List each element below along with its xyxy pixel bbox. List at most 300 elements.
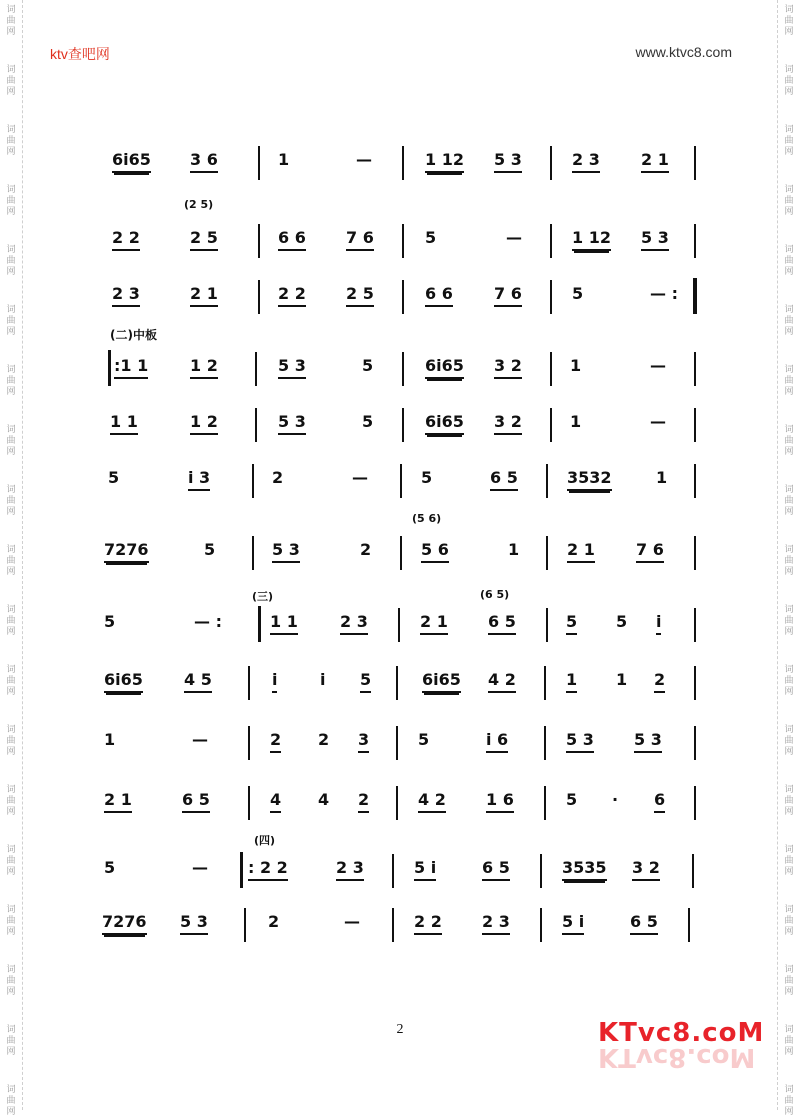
watermark-glyph: 网 bbox=[6, 1046, 16, 1056]
barline bbox=[694, 408, 696, 442]
note-group: 5 3 bbox=[278, 356, 306, 379]
watermark-glyph: 词 bbox=[784, 244, 794, 254]
score-row bbox=[0, 912, 800, 952]
watermark-glyph: 曲 bbox=[784, 315, 794, 325]
note-group: — bbox=[192, 858, 208, 877]
barline bbox=[694, 726, 696, 760]
score-row bbox=[0, 612, 800, 652]
watermark-glyph: 网 bbox=[784, 506, 794, 516]
watermark-glyph: 词 bbox=[784, 124, 794, 134]
score-row bbox=[0, 412, 800, 452]
watermark-glyph: 词 bbox=[6, 1024, 16, 1034]
watermark-glyph: 网 bbox=[6, 626, 16, 636]
note-group: 5 3 bbox=[272, 540, 300, 563]
watermark-glyph: 词 bbox=[784, 544, 794, 554]
watermark-glyph: 词 bbox=[6, 184, 16, 194]
barline bbox=[544, 666, 546, 700]
watermark-glyph: 词 bbox=[784, 664, 794, 674]
barline bbox=[402, 408, 404, 442]
note-group: 5 i bbox=[414, 858, 436, 881]
annotation: (6 5) bbox=[480, 588, 510, 601]
note-group: 2 bbox=[272, 468, 284, 487]
site-name[interactable]: ktv查吧网 bbox=[50, 46, 110, 62]
watermark-glyph: 词 bbox=[784, 364, 794, 374]
note-group: 3 2 bbox=[494, 356, 522, 379]
barline bbox=[248, 726, 250, 760]
note-group: 2 3 bbox=[482, 912, 510, 935]
repeat-start-barline bbox=[258, 606, 261, 642]
watermark-glyph: 网 bbox=[6, 266, 16, 276]
watermark-glyph: 词 bbox=[6, 304, 16, 314]
repeat-start-barline bbox=[240, 852, 243, 888]
note-group: 1 bbox=[616, 670, 628, 689]
note-group: 6 6 bbox=[278, 228, 306, 251]
score-row bbox=[0, 284, 800, 324]
barline bbox=[550, 280, 552, 314]
watermark-glyph: 网 bbox=[784, 86, 794, 96]
barline bbox=[550, 408, 552, 442]
watermark-glyph: 曲 bbox=[784, 495, 794, 505]
barline bbox=[694, 536, 696, 570]
watermark-glyph: 网 bbox=[784, 1046, 794, 1056]
note-group: 5 bbox=[425, 228, 437, 247]
barline bbox=[550, 146, 552, 180]
logo-reflection: KTvc8.coM bbox=[598, 1042, 756, 1072]
note-group: 3 bbox=[358, 730, 369, 753]
barline bbox=[252, 536, 254, 570]
note-group: 5 6 bbox=[421, 540, 449, 563]
note-group: 1 bbox=[104, 730, 116, 749]
note-group: · bbox=[612, 790, 619, 809]
barline bbox=[255, 408, 257, 442]
note-group: 5 bbox=[572, 284, 584, 303]
note-group: 1 bbox=[278, 150, 290, 169]
barline bbox=[694, 786, 696, 820]
note-group: — bbox=[192, 730, 208, 749]
annotation: (2 5) bbox=[184, 198, 214, 211]
watermark-glyph: 词 bbox=[6, 424, 16, 434]
section-label: (三) bbox=[252, 590, 274, 603]
watermark-glyph: 词 bbox=[784, 424, 794, 434]
note-group: 3 6 bbox=[190, 150, 218, 173]
watermark-glyph: 曲 bbox=[784, 375, 794, 385]
note-group: 1 1 bbox=[270, 612, 298, 635]
barline bbox=[540, 854, 542, 888]
watermark-glyph: 曲 bbox=[784, 735, 794, 745]
note-group: 3 2 bbox=[632, 858, 660, 881]
watermark-glyph: 词 bbox=[784, 484, 794, 494]
watermark-glyph: 曲 bbox=[6, 255, 16, 265]
watermark-glyph: 曲 bbox=[784, 195, 794, 205]
note-group: — bbox=[356, 150, 372, 169]
watermark-glyph: 曲 bbox=[6, 915, 16, 925]
annotation: (5 6) bbox=[412, 512, 442, 525]
watermark-glyph: 网 bbox=[6, 566, 16, 576]
barline bbox=[255, 352, 257, 386]
note-group: 6i65 bbox=[425, 356, 464, 379]
note-group: 5 bbox=[104, 858, 116, 877]
score-row bbox=[0, 790, 800, 830]
barline bbox=[544, 726, 546, 760]
watermark-glyph: 网 bbox=[784, 746, 794, 756]
note-group: 1 1 bbox=[110, 412, 138, 435]
watermark-glyph: 词 bbox=[784, 64, 794, 74]
watermark-glyph: 曲 bbox=[784, 15, 794, 25]
barline bbox=[396, 726, 398, 760]
watermark-glyph: 网 bbox=[6, 926, 16, 936]
watermark-glyph: 曲 bbox=[6, 435, 16, 445]
note-group: 2 1 bbox=[420, 612, 448, 635]
note-group: 2 bbox=[268, 912, 280, 931]
barline bbox=[540, 908, 542, 942]
note-group: i bbox=[272, 670, 277, 693]
watermark-glyph: 曲 bbox=[6, 975, 16, 985]
note-group: 6 6 bbox=[425, 284, 453, 307]
site-url[interactable]: www.ktvc8.com bbox=[635, 44, 732, 60]
note-group: — bbox=[506, 228, 522, 247]
note-group: 1 12 bbox=[572, 228, 611, 251]
barline bbox=[252, 464, 254, 498]
barline bbox=[402, 352, 404, 386]
page-number: 2 bbox=[396, 1022, 404, 1037]
barline bbox=[258, 146, 260, 180]
note-group: 5 bbox=[360, 670, 371, 693]
note-group: 2 2 bbox=[112, 228, 140, 251]
watermark-glyph: 网 bbox=[784, 386, 794, 396]
score-row bbox=[0, 540, 800, 580]
note-group: 2 bbox=[654, 670, 665, 693]
note-group: 2 5 bbox=[190, 228, 218, 251]
note-group: 5 3 bbox=[641, 228, 669, 251]
note-group: 7276 bbox=[104, 540, 149, 563]
watermark-glyph: 网 bbox=[784, 446, 794, 456]
watermark-glyph: 网 bbox=[6, 326, 16, 336]
watermark-glyph: 网 bbox=[6, 866, 16, 876]
barline bbox=[694, 224, 696, 258]
note-group: 2 3 bbox=[336, 858, 364, 881]
note-group: — bbox=[344, 912, 360, 931]
watermark-glyph: 曲 bbox=[784, 555, 794, 565]
watermark-glyph: 词 bbox=[784, 904, 794, 914]
watermark-glyph: 曲 bbox=[784, 255, 794, 265]
watermark-glyph: 曲 bbox=[6, 855, 16, 865]
watermark-glyph: 曲 bbox=[784, 675, 794, 685]
watermark-glyph: 曲 bbox=[6, 735, 16, 745]
note-group: 6 5 bbox=[488, 612, 516, 635]
barline bbox=[694, 666, 696, 700]
watermark-glyph: 网 bbox=[784, 146, 794, 156]
watermark-glyph: 曲 bbox=[784, 915, 794, 925]
watermark-glyph: 曲 bbox=[6, 1095, 16, 1105]
barline bbox=[546, 608, 548, 642]
section-label: (四) bbox=[254, 834, 276, 847]
note-group: 3535 bbox=[562, 858, 607, 881]
watermark-glyph: 网 bbox=[6, 146, 16, 156]
watermark-glyph: 网 bbox=[784, 566, 794, 576]
note-group: — : bbox=[194, 612, 222, 631]
watermark-glyph: 词 bbox=[6, 124, 16, 134]
note-group: 7276 bbox=[102, 912, 147, 935]
barline bbox=[402, 280, 404, 314]
watermark-glyph: 网 bbox=[784, 1106, 794, 1116]
barline bbox=[688, 908, 690, 942]
barline bbox=[694, 146, 696, 180]
watermark-glyph: 曲 bbox=[784, 435, 794, 445]
barline bbox=[258, 224, 260, 258]
note-group: 2 bbox=[360, 540, 372, 559]
watermark-glyph: 曲 bbox=[6, 135, 16, 145]
note-group: : 2 2 bbox=[248, 858, 288, 881]
note-group: 1 2 bbox=[190, 356, 218, 379]
score-row bbox=[0, 670, 800, 710]
note-group: 2 3 bbox=[572, 150, 600, 173]
note-group: 5 bbox=[104, 612, 116, 631]
watermark-glyph: 网 bbox=[784, 866, 794, 876]
watermark-glyph: 曲 bbox=[6, 555, 16, 565]
note-group: 4 2 bbox=[418, 790, 446, 813]
note-group: 6i65 bbox=[422, 670, 461, 693]
barline bbox=[400, 464, 402, 498]
watermark-glyph: 曲 bbox=[6, 315, 16, 325]
watermark-glyph: 网 bbox=[784, 926, 794, 936]
note-group: 5 bbox=[362, 356, 374, 375]
note-group: 2 2 bbox=[414, 912, 442, 935]
score-row bbox=[0, 468, 800, 508]
note-group: 6 5 bbox=[482, 858, 510, 881]
watermark-glyph: 曲 bbox=[6, 675, 16, 685]
barline bbox=[550, 352, 552, 386]
note-group: 6 5 bbox=[182, 790, 210, 813]
watermark-glyph: 网 bbox=[784, 806, 794, 816]
watermark-glyph: 词 bbox=[6, 904, 16, 914]
barline bbox=[248, 786, 250, 820]
score-row bbox=[0, 858, 800, 898]
barline bbox=[396, 786, 398, 820]
note-group: 2 bbox=[318, 730, 330, 749]
note-group: 5 3 bbox=[634, 730, 662, 753]
note-group: 2 1 bbox=[641, 150, 669, 173]
watermark-glyph: 词 bbox=[784, 784, 794, 794]
watermark-glyph: 网 bbox=[784, 266, 794, 276]
note-group: — bbox=[650, 412, 666, 431]
watermark-glyph: 曲 bbox=[784, 135, 794, 145]
watermark-glyph: 曲 bbox=[6, 15, 16, 25]
watermark-glyph: 词 bbox=[784, 304, 794, 314]
barline bbox=[402, 224, 404, 258]
watermark-glyph: 曲 bbox=[784, 75, 794, 85]
watermark-glyph: 曲 bbox=[6, 615, 16, 625]
watermark-glyph: 词 bbox=[784, 1084, 794, 1094]
note-group: i 6 bbox=[486, 730, 508, 753]
watermark-glyph: 词 bbox=[784, 724, 794, 734]
note-group: 6i65 bbox=[104, 670, 143, 693]
note-group: 1 bbox=[508, 540, 520, 559]
barline bbox=[248, 666, 250, 700]
watermark-glyph: 曲 bbox=[6, 1035, 16, 1045]
watermark-glyph: 曲 bbox=[6, 195, 16, 205]
watermark-glyph: 词 bbox=[6, 244, 16, 254]
watermark-glyph: 曲 bbox=[784, 1035, 794, 1045]
watermark-glyph: 网 bbox=[784, 626, 794, 636]
watermark-glyph: 曲 bbox=[784, 855, 794, 865]
watermark-glyph: 词 bbox=[6, 544, 16, 554]
watermark-glyph: 网 bbox=[784, 26, 794, 36]
note-group: :1 1 bbox=[114, 356, 148, 379]
note-group: 1 bbox=[570, 356, 582, 375]
watermark-glyph: 网 bbox=[784, 206, 794, 216]
barline bbox=[694, 352, 696, 386]
watermark-glyph: 曲 bbox=[6, 795, 16, 805]
score-row bbox=[0, 356, 800, 396]
watermark-glyph: 词 bbox=[784, 184, 794, 194]
note-group: 5 3 bbox=[180, 912, 208, 935]
note-group: — : bbox=[650, 284, 678, 303]
score-row bbox=[0, 228, 800, 268]
repeat-start-barline bbox=[108, 350, 111, 386]
note-group: 7 6 bbox=[494, 284, 522, 307]
watermark-glyph: 曲 bbox=[6, 75, 16, 85]
watermark-glyph: 网 bbox=[784, 686, 794, 696]
note-group: 5 3 bbox=[566, 730, 594, 753]
watermark-glyph: 网 bbox=[6, 1106, 16, 1116]
note-group: 1 bbox=[570, 412, 582, 431]
watermark-glyph: 词 bbox=[6, 964, 16, 974]
watermark-glyph: 曲 bbox=[784, 975, 794, 985]
watermark-glyph: 曲 bbox=[784, 615, 794, 625]
barline bbox=[402, 146, 404, 180]
barline bbox=[392, 854, 394, 888]
watermark-glyph: 网 bbox=[6, 86, 16, 96]
watermark-glyph: 词 bbox=[6, 724, 16, 734]
score-row bbox=[0, 730, 800, 770]
note-group: 2 bbox=[270, 730, 281, 753]
note-group: 2 bbox=[358, 790, 369, 813]
note-group: 2 1 bbox=[104, 790, 132, 813]
section-label: (二)中板 bbox=[110, 328, 157, 342]
barline bbox=[550, 224, 552, 258]
note-group: 7 6 bbox=[636, 540, 664, 563]
note-group: 1 12 bbox=[425, 150, 464, 173]
note-group: 4 bbox=[270, 790, 281, 813]
note-group: 4 bbox=[318, 790, 330, 809]
note-group: 2 1 bbox=[567, 540, 595, 563]
watermark-glyph: 词 bbox=[6, 484, 16, 494]
score-row bbox=[0, 150, 800, 190]
barline bbox=[396, 666, 398, 700]
barline bbox=[400, 536, 402, 570]
note-group: 5 3 bbox=[494, 150, 522, 173]
note-group: 5 bbox=[566, 612, 577, 635]
watermark-glyph: 词 bbox=[784, 604, 794, 614]
logo-text: KTvc8.coM bbox=[598, 1018, 765, 1048]
note-group: 5 bbox=[616, 612, 628, 631]
watermark-glyph: 网 bbox=[784, 986, 794, 996]
note-group: 5 3 bbox=[278, 412, 306, 435]
note-group: 2 3 bbox=[340, 612, 368, 635]
note-group: 6i65 bbox=[425, 412, 464, 435]
watermark-glyph: 词 bbox=[784, 844, 794, 854]
note-group: 3 2 bbox=[494, 412, 522, 435]
note-group: 1 bbox=[656, 468, 668, 487]
note-group: 1 bbox=[566, 670, 577, 693]
watermark-glyph: 网 bbox=[6, 746, 16, 756]
watermark-glyph: 曲 bbox=[6, 375, 16, 385]
note-group: 5 bbox=[204, 540, 216, 559]
barline bbox=[244, 908, 246, 942]
note-group: 4 2 bbox=[488, 670, 516, 693]
note-group: 5 i bbox=[562, 912, 584, 935]
watermark-glyph: 词 bbox=[784, 964, 794, 974]
watermark-glyph: 词 bbox=[6, 364, 16, 374]
repeat-end-barline bbox=[693, 278, 697, 314]
note-group: 5 bbox=[566, 790, 578, 809]
watermark-glyph: 词 bbox=[6, 4, 16, 14]
watermark-glyph: 词 bbox=[6, 604, 16, 614]
watermark-glyph: 词 bbox=[6, 64, 16, 74]
barline bbox=[392, 908, 394, 942]
watermark-glyph: 词 bbox=[6, 844, 16, 854]
barline bbox=[692, 854, 694, 888]
note-group: 6 5 bbox=[490, 468, 518, 491]
barline bbox=[546, 536, 548, 570]
note-group: 2 3 bbox=[112, 284, 140, 307]
watermark-glyph: 网 bbox=[6, 446, 16, 456]
note-group: 5 bbox=[421, 468, 433, 487]
watermark-glyph: 曲 bbox=[784, 795, 794, 805]
watermark-glyph: 网 bbox=[6, 686, 16, 696]
note-group: 2 2 bbox=[278, 284, 306, 307]
note-group: 6i65 bbox=[112, 150, 151, 173]
watermark-glyph: 网 bbox=[784, 326, 794, 336]
watermark-glyph: 词 bbox=[6, 784, 16, 794]
barline bbox=[544, 786, 546, 820]
watermark-glyph: 词 bbox=[784, 4, 794, 14]
note-group: 7 6 bbox=[346, 228, 374, 251]
note-group: 5 bbox=[108, 468, 120, 487]
note-group: 2 5 bbox=[346, 284, 374, 307]
watermark-glyph: 网 bbox=[6, 506, 16, 516]
note-group: — bbox=[352, 468, 368, 487]
site-logo[interactable] bbox=[598, 1018, 765, 1078]
barline bbox=[694, 608, 696, 642]
watermark-glyph: 曲 bbox=[6, 495, 16, 505]
watermark-glyph: 网 bbox=[6, 986, 16, 996]
watermark-glyph: 词 bbox=[784, 1024, 794, 1034]
watermark-glyph: 词 bbox=[6, 664, 16, 674]
watermark-glyph: 词 bbox=[6, 1084, 16, 1094]
barline bbox=[258, 280, 260, 314]
barline bbox=[398, 608, 400, 642]
note-group: 1 6 bbox=[486, 790, 514, 813]
note-group: i 3 bbox=[188, 468, 210, 491]
note-group: 1 2 bbox=[190, 412, 218, 435]
note-group: i bbox=[320, 670, 326, 689]
note-group: 6 5 bbox=[630, 912, 658, 935]
watermark-glyph: 网 bbox=[6, 26, 16, 36]
barline bbox=[546, 464, 548, 498]
note-group: 6 bbox=[654, 790, 665, 813]
note-group: 2 1 bbox=[190, 284, 218, 307]
barline bbox=[694, 464, 696, 498]
watermark-glyph: 网 bbox=[6, 206, 16, 216]
note-group: 3532 bbox=[567, 468, 612, 491]
note-group: — bbox=[650, 356, 666, 375]
note-group: 4 5 bbox=[184, 670, 212, 693]
watermark-glyph: 曲 bbox=[784, 1095, 794, 1105]
watermark-glyph: 网 bbox=[6, 386, 16, 396]
note-group: i bbox=[656, 612, 661, 635]
note-group: 5 bbox=[362, 412, 374, 431]
